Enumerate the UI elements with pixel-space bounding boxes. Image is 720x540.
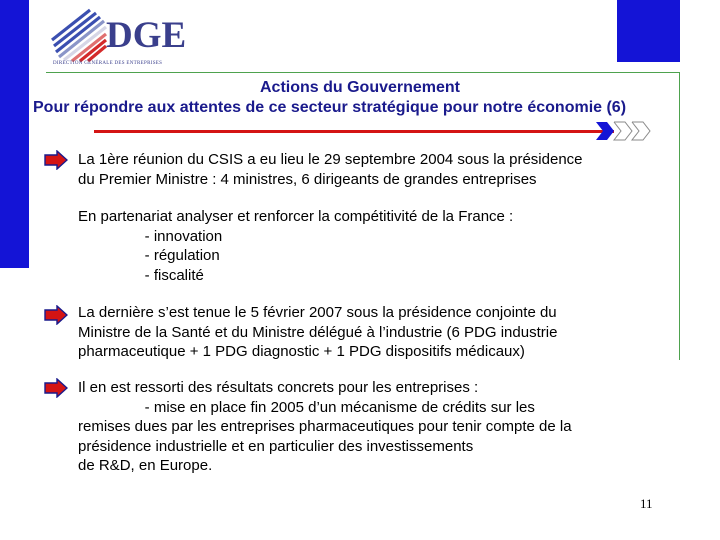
text-line: présidence industrielle et en particulier des investissements — [78, 437, 474, 455]
bullet-arrow-icon — [44, 378, 68, 398]
paragraph-1 — [78, 150, 583, 189]
bullet-arrow-icon — [44, 305, 68, 325]
bullet-arrow-icon — [44, 150, 68, 170]
green-frame-right — [679, 72, 680, 360]
paragraph-4 — [78, 378, 572, 476]
dge-stripes-icon — [50, 6, 110, 62]
left-blue-bar — [0, 0, 29, 268]
slide-subtitle: Pour répondre aux attentes de ce secteur stratégique pour notre économie (6) — [33, 99, 627, 116]
text-line: La dernière s’est tenue le 5 février 2007 sous la présidence conjointe du — [78, 304, 557, 321]
text-line: de R&D, en Europe. — [78, 457, 213, 474]
list-item: - innovation — [78, 227, 223, 245]
list-item: - régulation — [78, 247, 220, 264]
slide-title: Actions du Gouvernement — [259, 79, 461, 96]
logo-name: DGE — [106, 15, 187, 56]
top-right-blue-block — [617, 0, 680, 62]
paragraph-2 — [78, 207, 513, 285]
logo-subtitle: DIRECTION GÉNÉRALE DES ENTREPRISES — [53, 61, 163, 66]
green-frame-top — [46, 72, 680, 73]
chevrons-icon — [594, 121, 658, 141]
dge-logo — [50, 6, 187, 70]
list-item: - fiscalité — [78, 266, 204, 284]
page-number: 11 — [640, 496, 653, 511]
paragraph-3 — [78, 303, 557, 362]
text-line: remises dues par les entreprises pharmaceutiques pour tenir compte de la — [78, 418, 572, 435]
text-line: du Premier Ministre : 4 ministres, 6 dirigeants de grandes entreprises — [78, 170, 537, 188]
text-line: La 1ère réunion du CSIS a eu lieu le 29 septembre 2004 sous la présidence — [78, 151, 583, 168]
red-divider — [94, 130, 614, 133]
text-line: pharmaceutique + 1 PDG diagnostic + 1 PDG dispositifs médicaux) — [78, 343, 525, 360]
text-line: Il en est ressorti des résultats concrets pour les entreprises : — [78, 379, 479, 396]
list-item: - mise en place fin 2005 d’un mécanisme de crédits sur les — [78, 398, 535, 416]
text-line: Ministre de la Santé et du Ministre délégué à l’industrie (6 PDG industrie — [78, 323, 558, 341]
text-line: En partenariat analyser et renforcer la compétitivité de la France : — [78, 208, 514, 225]
